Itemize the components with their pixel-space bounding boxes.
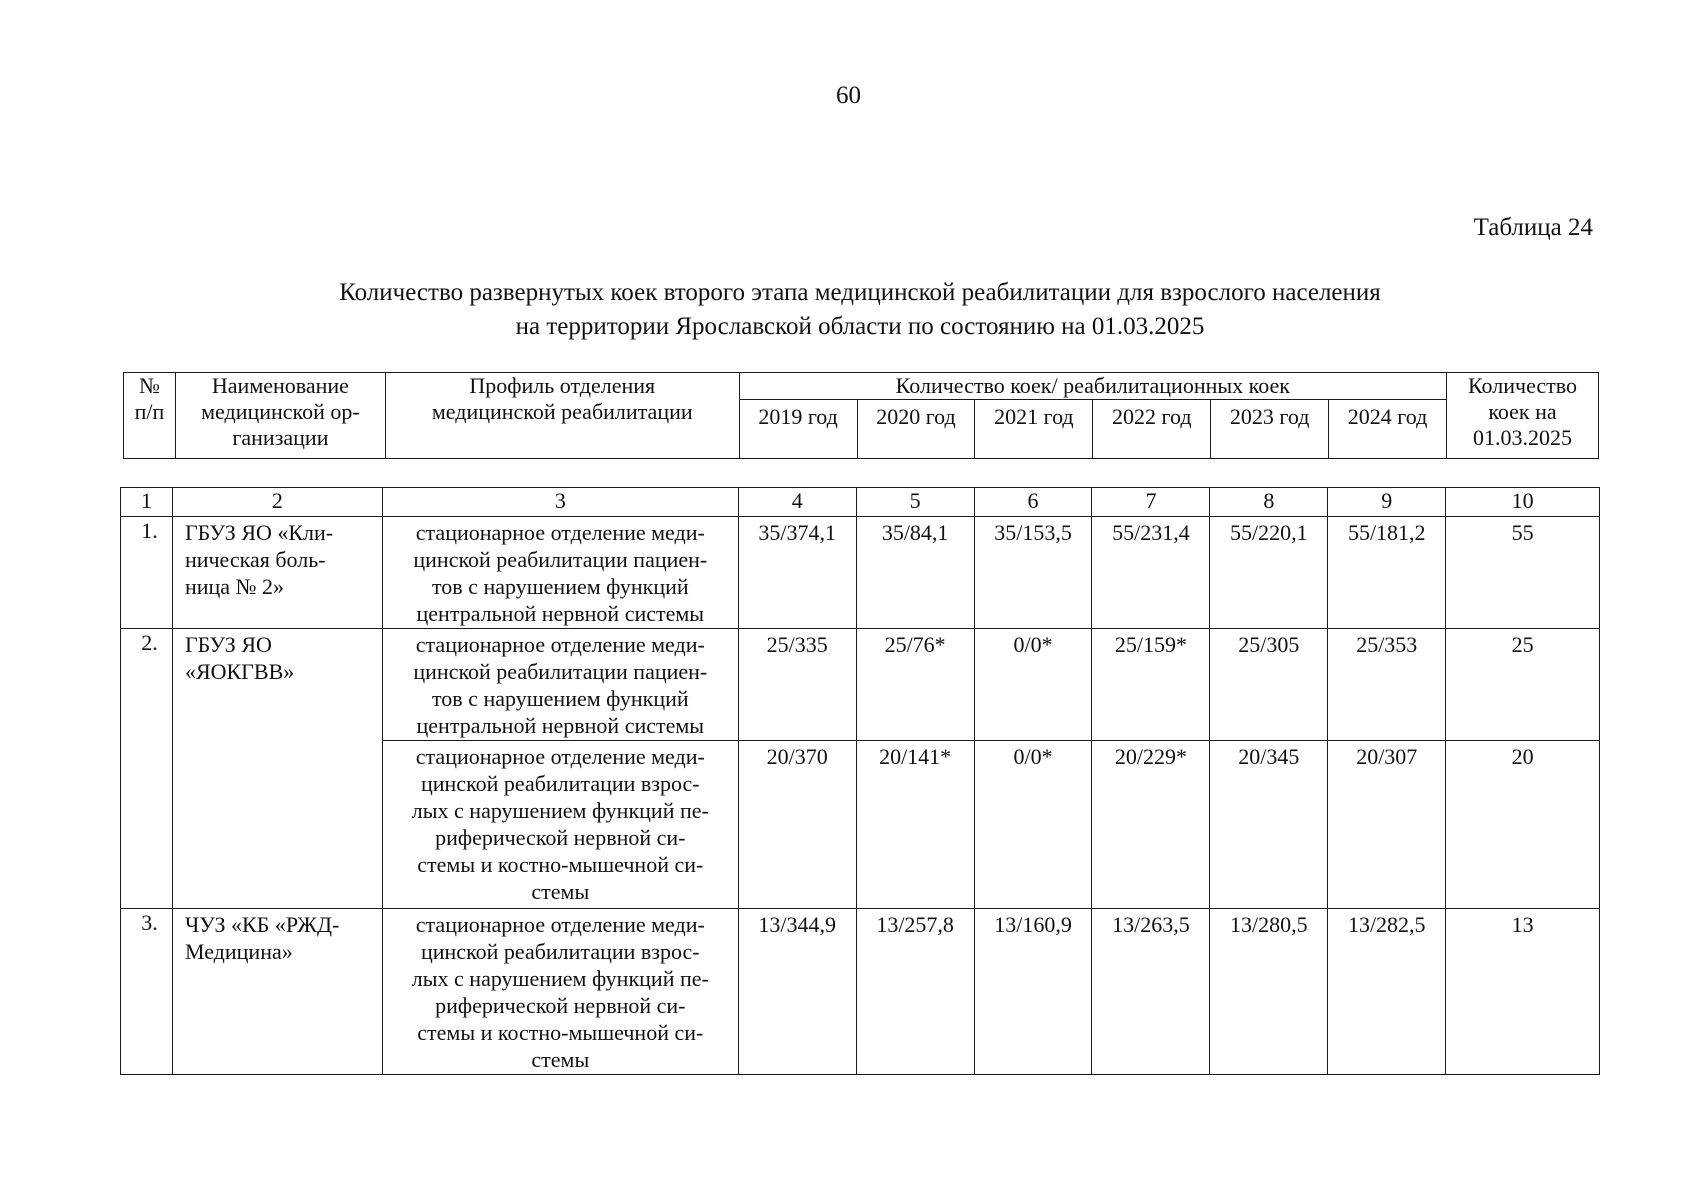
beds-2021: 0/0* [974, 629, 1092, 741]
header-num: № п/п [124, 373, 176, 459]
beds-2022: 13/263,5 [1092, 909, 1210, 1075]
profile-line: риферической нервной си- [435, 993, 686, 1018]
column-number: 10 [1446, 488, 1600, 517]
beds-2024: 55/181,2 [1328, 517, 1446, 629]
profile-line: тов с нарушением функций [431, 574, 689, 599]
beds-2020: 35/84,1 [856, 517, 974, 629]
header-profile: Профиль отделения медицинской реабилитации [385, 373, 739, 459]
beds-2023: 20/345 [1210, 741, 1328, 909]
column-number: 2 [172, 488, 382, 517]
department-profile [382, 909, 738, 1075]
beds-2023: 13/280,5 [1210, 909, 1328, 1075]
profile-line: тов с нарушением функций [431, 686, 689, 711]
beds-2020: 13/257,8 [856, 909, 974, 1075]
header-year-2021: 2021 год [975, 400, 1093, 459]
organization-name-line: Медицина» [184, 939, 293, 964]
column-number: 3 [382, 488, 738, 517]
beds-2023: 25/305 [1210, 629, 1328, 741]
column-number: 9 [1328, 488, 1446, 517]
beds-current: 55 [1446, 517, 1600, 629]
column-number: 5 [856, 488, 974, 517]
profile-line: стемы и костно-мышечной си- [417, 1020, 704, 1045]
organization-name [172, 517, 382, 629]
table-caption: Таблица 24 [1473, 214, 1593, 241]
beds-2020: 25/76* [856, 629, 974, 741]
beds-current: 13 [1446, 909, 1600, 1075]
profile-line: цинской реабилитации пациен- [413, 547, 708, 572]
beds-2024: 13/282,5 [1328, 909, 1446, 1075]
header-year-2020: 2020 год [857, 400, 975, 459]
row-number: 1. [121, 517, 173, 629]
beds-current: 20 [1446, 741, 1600, 909]
beds-2019: 13/344,9 [738, 909, 856, 1075]
header-year-2024: 2024 год [1329, 400, 1447, 459]
department-profile [382, 629, 738, 741]
table-title-line-1: Количество развернутых коек второго этапа медицинской реабилитации для взрослого населения [339, 279, 1381, 306]
organization-name-line: ГБУЗ ЯО «Кли- [184, 520, 334, 545]
table-title-line-2: на территории Ярославской области по состоянию на 01.03.2025 [515, 313, 1205, 340]
header-table [123, 372, 1599, 459]
beds-2021: 0/0* [974, 741, 1092, 909]
profile-line: стационарное отделение меди- [415, 632, 705, 657]
table-row [121, 517, 1600, 629]
profile-line: стационарное отделение меди- [415, 744, 705, 769]
organization-name [172, 909, 382, 1075]
beds-2019: 35/374,1 [738, 517, 856, 629]
department-profile [382, 517, 738, 629]
beds-current: 25 [1446, 629, 1600, 741]
beds-2022: 55/231,4 [1092, 517, 1210, 629]
organization-name-line: ГБУЗ ЯО [184, 632, 272, 657]
row-number: 2. [121, 629, 173, 909]
column-number: 8 [1210, 488, 1328, 517]
profile-line: стемы [531, 1047, 590, 1072]
column-number: 4 [738, 488, 856, 517]
profile-line: лых с нарушением функций пе- [411, 798, 709, 823]
header-year-2019: 2019 год [739, 400, 857, 459]
profile-line: лых с нарушением функций пе- [411, 966, 709, 991]
profile-line: стемы [531, 879, 590, 904]
column-number: 7 [1092, 488, 1210, 517]
beds-2023: 55/220,1 [1210, 517, 1328, 629]
column-number-row [121, 488, 1600, 517]
beds-2024: 25/353 [1328, 629, 1446, 741]
header-bed-count-group: Количество коек/ реабилитационных коек [739, 373, 1446, 400]
organization-name-line: ница № 2» [184, 574, 285, 599]
profile-line: центральной нервной системы [416, 713, 705, 738]
profile-line: стационарное отделение меди- [415, 912, 705, 937]
table-row [121, 909, 1600, 1075]
profile-line: цинской реабилитации взрос- [420, 939, 700, 964]
beds-2024: 20/307 [1328, 741, 1446, 909]
profile-line: центральной нервной системы [416, 601, 705, 626]
profile-line: стационарное отделение меди- [415, 520, 705, 545]
profile-line: стемы и костно-мышечной си- [417, 852, 704, 877]
profile-line: риферической нервной си- [435, 825, 686, 850]
profile-line: цинской реабилитации взрос- [420, 771, 700, 796]
column-number: 6 [974, 488, 1092, 517]
header-org: Наименование медицинской ор-ганизации [175, 373, 385, 459]
table-row [121, 629, 1600, 741]
header-year-2023: 2023 год [1211, 400, 1329, 459]
column-number: 1 [121, 488, 173, 517]
header-year-2022: 2022 год [1093, 400, 1211, 459]
organization-name-line: «ЯОКГВВ» [184, 659, 295, 684]
beds-2021: 35/153,5 [974, 517, 1092, 629]
organization-name-line: ническая боль- [184, 547, 326, 572]
table-title [120, 276, 1600, 344]
beds-2019: 20/370 [738, 741, 856, 909]
data-table [120, 487, 1600, 1075]
beds-2022: 20/229* [1092, 741, 1210, 909]
beds-2020: 20/141* [856, 741, 974, 909]
beds-2021: 13/160,9 [974, 909, 1092, 1075]
page-number: 60 [836, 82, 861, 109]
row-number: 3. [121, 909, 173, 1075]
header-current-beds: Количество коек на 01.03.2025 [1446, 373, 1598, 459]
organization-name-line: ЧУЗ «КБ «РЖД- [184, 912, 340, 937]
beds-2019: 25/335 [738, 629, 856, 741]
beds-2022: 25/159* [1092, 629, 1210, 741]
organization-name [172, 629, 382, 909]
profile-line: цинской реабилитации пациен- [413, 659, 708, 684]
department-profile [382, 741, 738, 909]
